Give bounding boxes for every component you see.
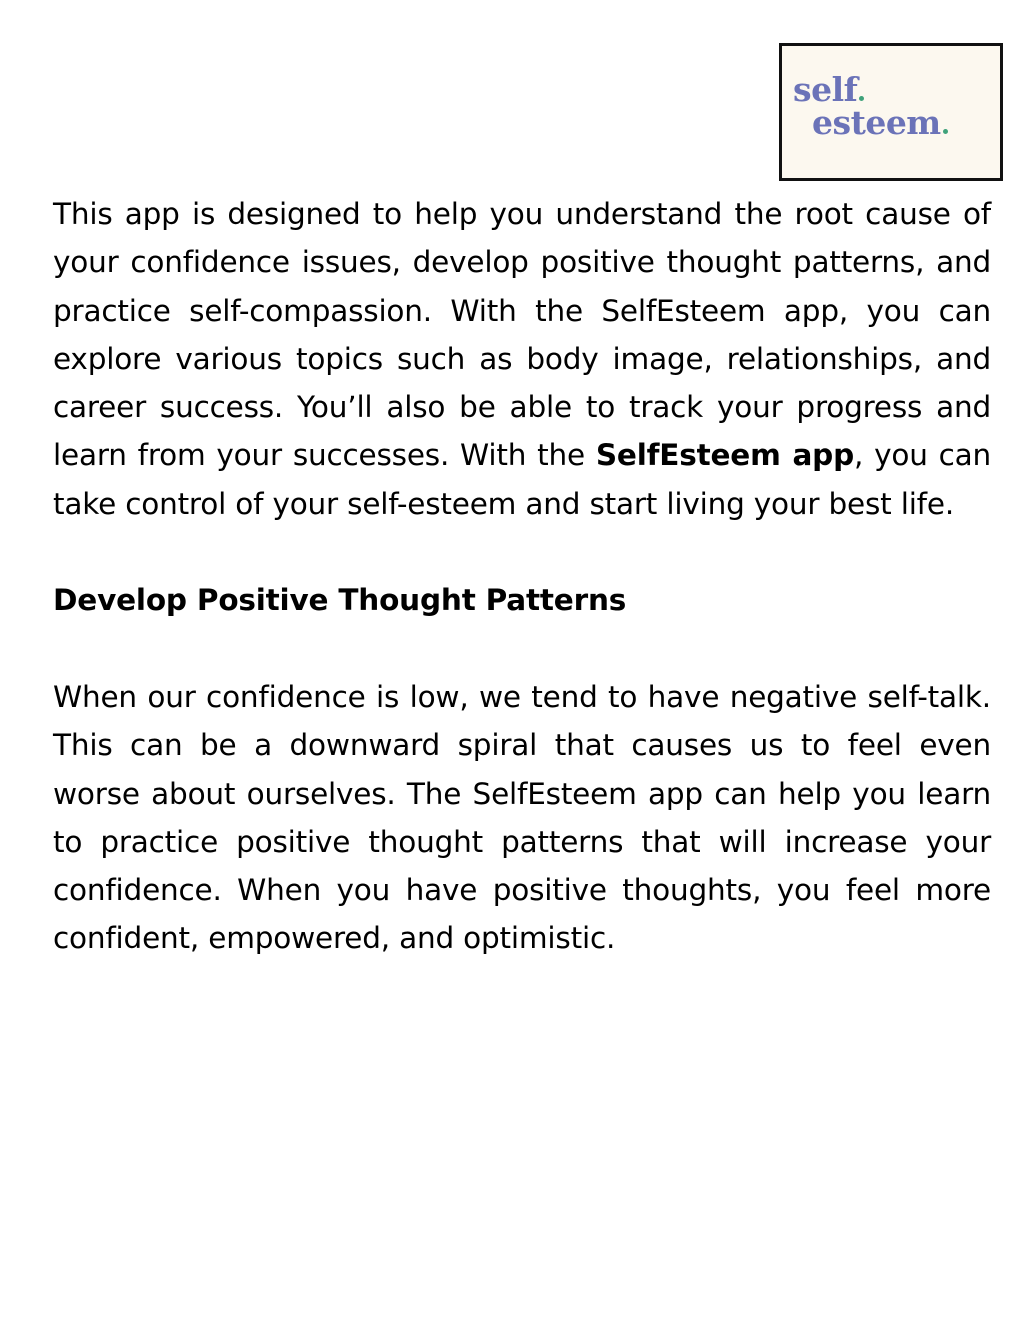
- intro-bold-app-name: SelfEsteem app: [595, 438, 854, 473]
- intro-text-end: , you can take control of your self-esteem and start living your best life.: [53, 438, 991, 521]
- spacer: [53, 528, 991, 576]
- logo-line-esteem: [812, 103, 948, 142]
- logo: [779, 43, 1003, 181]
- logo-dot-icon: [943, 129, 948, 134]
- logo-word-esteem: esteem: [812, 103, 941, 142]
- logo-line-self: [793, 70, 864, 109]
- logo-word-self: self: [793, 70, 858, 109]
- intro-paragraph: [53, 190, 991, 528]
- logo-dot-icon: [859, 96, 864, 101]
- article-body: [53, 190, 991, 963]
- spacer: [53, 625, 991, 673]
- intro-text: This app is designed to help you understand the root cause of your confidence issues, develop positive thought patterns, and practice self-compassion. With the SelfEsteem app, you can explore various topics such as body image, relationships, and career success. You’ll also be able to track your progress and learn from your successes. With the: [53, 197, 991, 473]
- section-paragraph: When our confidence is low, we tend to have negative self-talk. This can be a downward spiral that causes us to feel even worse about ourselves. The SelfEsteem app can help you learn to practice positive thought patterns that will increase your confidence. When you have positive thoughts, you feel more confident, empowered, and optimistic.: [53, 679, 991, 956]
- section-heading: Develop Positive Thought Patterns: [53, 583, 627, 618]
